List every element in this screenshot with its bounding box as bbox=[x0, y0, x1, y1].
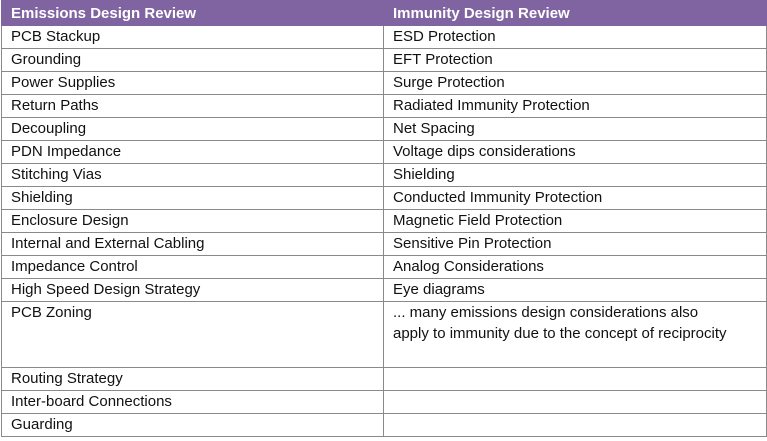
emissions-cell: PDN Impedance bbox=[2, 141, 384, 164]
emissions-cell: Return Paths bbox=[2, 95, 384, 118]
table-row bbox=[2, 26, 767, 49]
emissions-cell: Grounding bbox=[2, 49, 384, 72]
immunity-cell: ESD Protection bbox=[384, 26, 767, 49]
immunity-cell: Surge Protection bbox=[384, 72, 767, 95]
immunity-cell-empty bbox=[384, 391, 767, 414]
header-row bbox=[2, 1, 767, 26]
table-row bbox=[2, 187, 767, 210]
table-header bbox=[2, 1, 767, 26]
emissions-cell: Internal and External Cabling bbox=[2, 233, 384, 256]
table-row bbox=[2, 279, 767, 302]
table-row bbox=[2, 49, 767, 72]
immunity-cell: Shielding bbox=[384, 164, 767, 187]
emissions-cell: High Speed Design Strategy bbox=[2, 279, 384, 302]
table-row bbox=[2, 391, 767, 414]
emissions-cell: Power Supplies bbox=[2, 72, 384, 95]
design-review-table bbox=[1, 0, 767, 437]
immunity-cell-empty bbox=[384, 368, 767, 391]
emissions-cell: Decoupling bbox=[2, 118, 384, 141]
emissions-cell: Guarding bbox=[2, 414, 384, 437]
table-row bbox=[2, 302, 767, 368]
immunity-cell: EFT Protection bbox=[384, 49, 767, 72]
emissions-cell: PCB Stackup bbox=[2, 26, 384, 49]
immunity-cell: Conducted Immunity Protection bbox=[384, 187, 767, 210]
immunity-cell: Voltage dips considerations bbox=[384, 141, 767, 164]
emissions-cell: Shielding bbox=[2, 187, 384, 210]
immunity-cell: Radiated Immunity Protection bbox=[384, 95, 767, 118]
emissions-column-header: Emissions Design Review bbox=[2, 1, 384, 26]
table-row bbox=[2, 210, 767, 233]
emissions-cell: Stitching Vias bbox=[2, 164, 384, 187]
table-row bbox=[2, 95, 767, 118]
table-row bbox=[2, 118, 767, 141]
table-row bbox=[2, 256, 767, 279]
table-body bbox=[2, 26, 767, 437]
emissions-cell: Routing Strategy bbox=[2, 368, 384, 391]
immunity-cell: Analog Considerations bbox=[384, 256, 767, 279]
emissions-cell: Inter-board Connections bbox=[2, 391, 384, 414]
emissions-cell: Impedance Control bbox=[2, 256, 384, 279]
immunity-cell: Net Spacing bbox=[384, 118, 767, 141]
table-row bbox=[2, 141, 767, 164]
emissions-cell: Enclosure Design bbox=[2, 210, 384, 233]
immunity-cell-empty bbox=[384, 414, 767, 437]
immunity-cell: Eye diagrams bbox=[384, 279, 767, 302]
immunity-cell: Magnetic Field Protection bbox=[384, 210, 767, 233]
immunity-column-header: Immunity Design Review bbox=[384, 1, 767, 26]
table-row bbox=[2, 414, 767, 437]
emissions-cell: PCB Zoning bbox=[2, 302, 384, 368]
table-row bbox=[2, 164, 767, 187]
immunity-cell: Sensitive Pin Protection bbox=[384, 233, 767, 256]
immunity-note-cell: ... many emissions design considerations also apply to immunity due to the concept of reciprocity bbox=[384, 302, 767, 368]
table-row bbox=[2, 72, 767, 95]
table-row bbox=[2, 368, 767, 391]
table-row bbox=[2, 233, 767, 256]
